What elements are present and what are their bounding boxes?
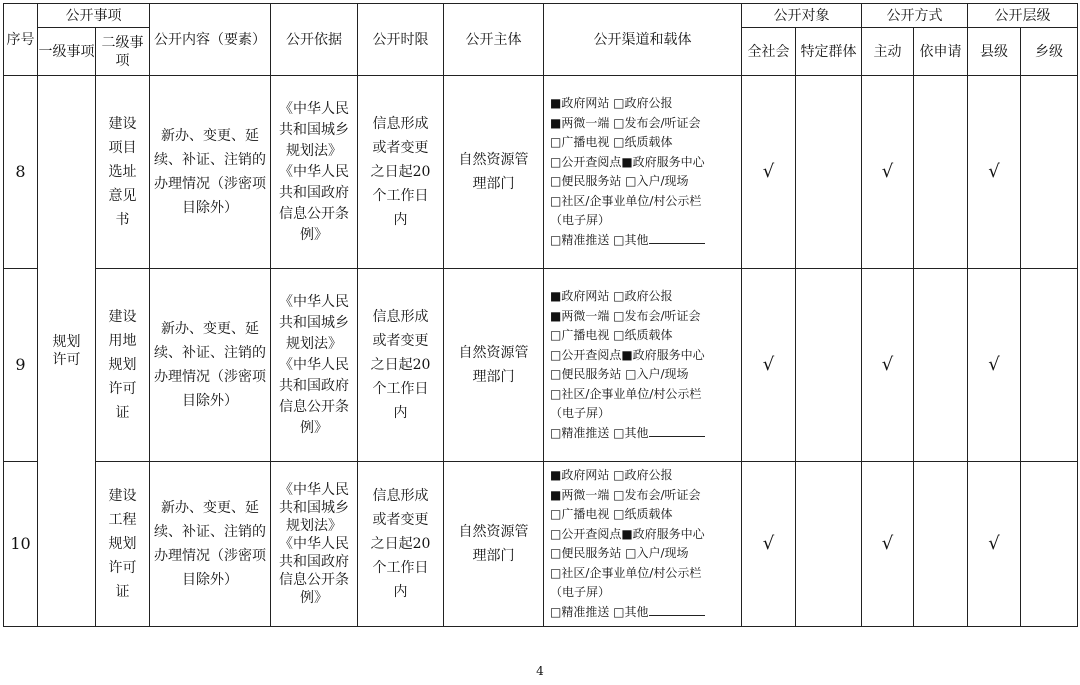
check-method-active: √ (862, 76, 914, 269)
row-deadline: 信息形成或者变更之日起20个工作日内 (358, 76, 444, 269)
cell-level-township (1021, 462, 1078, 627)
cell-target-specific (796, 269, 862, 462)
cell-method-apply (914, 462, 968, 627)
cell-method-apply (914, 76, 968, 269)
row-deadline: 信息形成或者变更之日起20个工作日内 (358, 462, 444, 627)
row-subject: 自然资源管理部门 (444, 269, 544, 462)
row-seq: 8 (4, 76, 38, 269)
header-seq: 序号 (4, 4, 38, 76)
row-channels: ■政府网站 □政府公报 ■两微一端 □发布会/听证会 □广播电视 □纸质载体 □公开查阅点■政府服务中心 □便民服务站 □入户/现场 □社区/企事业单位/村公示栏 （电子屏） □精准推送 □其他 (544, 462, 742, 627)
header-target-all: 全社会 (742, 28, 796, 76)
row-basis: 《中华人民共和国城乡规划法》《中华人民共和国政府信息公开条例》 (271, 462, 358, 627)
header-target-specific: 特定群体 (796, 28, 862, 76)
row-subject: 自然资源管理部门 (444, 76, 544, 269)
disclosure-table (3, 3, 1078, 627)
row-content: 新办、变更、延续、补证、注销的办理情况（涉密项目除外） (150, 269, 271, 462)
row-level2: 建设用地规划许可证 (96, 269, 150, 462)
check-target-all: √ (742, 76, 796, 269)
header-content: 公开内容（要素） (150, 4, 271, 76)
check-level-county: √ (968, 462, 1021, 627)
row-content: 新办、变更、延续、补证、注销的办理情况（涉密项目除外） (150, 462, 271, 627)
level1-item: 规划许可 (38, 76, 96, 627)
cell-method-apply (914, 269, 968, 462)
row-level2: 建设项目选址意见书 (96, 76, 150, 269)
check-method-active: √ (862, 462, 914, 627)
table-row (4, 76, 1078, 269)
row-subject: 自然资源管理部门 (444, 462, 544, 627)
cell-level-township (1021, 269, 1078, 462)
check-level-county: √ (968, 269, 1021, 462)
header-level-township: 乡级 (1021, 28, 1078, 76)
cell-target-specific (796, 462, 862, 627)
check-target-all: √ (742, 269, 796, 462)
header-subject: 公开主体 (444, 4, 544, 76)
header-level1: 一级事项 (38, 28, 96, 76)
header-level-county: 县级 (968, 28, 1021, 76)
header-level2: 二级事项 (96, 28, 150, 76)
row-seq: 9 (4, 269, 38, 462)
header-channel: 公开渠道和载体 (544, 4, 742, 76)
row-level2: 建设工程规划许可证 (96, 462, 150, 627)
check-level-county: √ (968, 76, 1021, 269)
page-number: 4 (536, 664, 544, 678)
header-basis: 公开依据 (271, 4, 358, 76)
header-deadline: 公开时限 (358, 4, 444, 76)
header-method-apply: 依申请 (914, 28, 968, 76)
row-basis: 《中华人民共和国城乡规划法》《中华人民共和国政府信息公开条例》 (271, 76, 358, 269)
row-channels: ■政府网站 □政府公报 ■两微一端 □发布会/听证会 □广播电视 □纸质载体 □公开查阅点■政府服务中心 □便民服务站 □入户/现场 □社区/企事业单位/村公示栏 （电子屏） □精准推送 □其他 (544, 76, 742, 269)
cell-level-township (1021, 76, 1078, 269)
table-row (4, 269, 1078, 462)
row-deadline: 信息形成或者变更之日起20个工作日内 (358, 269, 444, 462)
table-row (4, 462, 1078, 627)
row-channels: ■政府网站 □政府公报 ■两微一端 □发布会/听证会 □广播电视 □纸质载体 □公开查阅点■政府服务中心 □便民服务站 □入户/现场 □社区/企事业单位/村公示栏 （电子屏） □精准推送 □其他 (544, 269, 742, 462)
check-target-all: √ (742, 462, 796, 627)
row-basis: 《中华人民共和国城乡规划法》《中华人民共和国政府信息公开条例》 (271, 269, 358, 462)
header-target: 公开对象 (742, 4, 862, 28)
row-seq: 10 (4, 462, 38, 627)
row-content: 新办、变更、延续、补证、注销的办理情况（涉密项目除外） (150, 76, 271, 269)
check-method-active: √ (862, 269, 914, 462)
header-method: 公开方式 (862, 4, 968, 28)
header-level: 公开层级 (968, 4, 1078, 28)
header-matter: 公开事项 (38, 4, 150, 28)
header-method-active: 主动 (862, 28, 914, 76)
cell-target-specific (796, 76, 862, 269)
